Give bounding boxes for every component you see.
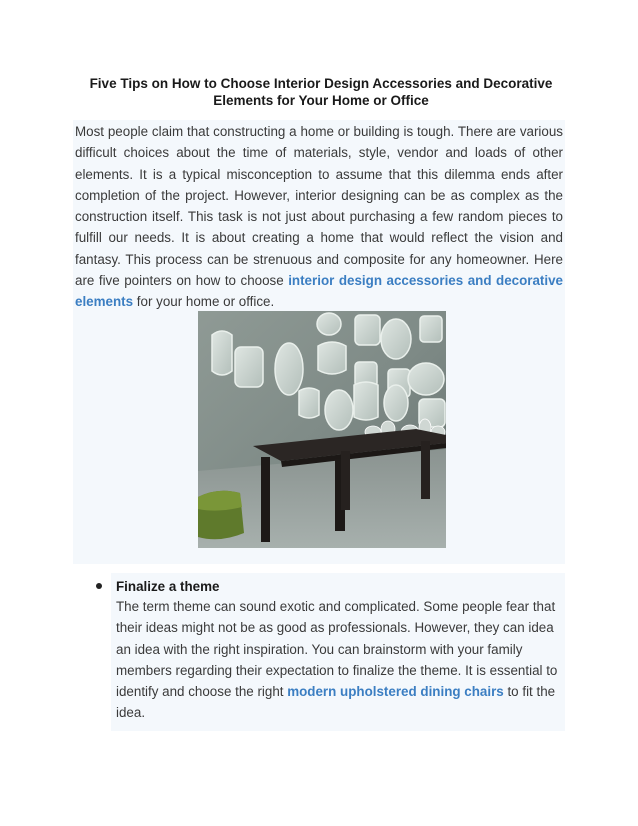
modern-upholstered-dining-chairs-link[interactable]: modern upholstered dining chairs — [287, 684, 504, 700]
document-title: Five Tips on How to Choose Interior Design Accessories and Decorative Elements for Your Home or Office — [89, 76, 553, 108]
intro-text: Most people claim that constructing a home or building is tough. There are various difficult choices about the time of materials, style, vendor and loads of other elements. It is a typical misconception to assume that this dilemma ends after completion of the project. However, interior designing can be as complex as the construction itself. This task is not just about purchasing a few random pieces to fulfill our needs. It is about creating a home that would reflect the vision and fantasy. This process can be strenuous and composite for any homeowner. Here are five pointers on how to choose — [75, 124, 563, 289]
dining-room-photo — [198, 311, 446, 548]
interior-design-accessories-link[interactable]: interior design accessories and decorative elements — [75, 273, 563, 310]
list-item — [92, 577, 562, 724]
tip-text-end: to fit the idea. — [116, 684, 556, 721]
tip-paragraph — [116, 596, 562, 724]
tips-list — [92, 577, 562, 724]
intro-paragraph — [75, 121, 563, 313]
tip-text: The term theme can sound exotic and complicated. Some people fear that their ideas might not be as good as professionals. However, they can idea an idea with the right inspiration. You can brainstorm with your family members regarding their expectation to finalize the theme. It is essential to identify and choose the right — [116, 599, 558, 700]
intro-text-end: for your home or office. — [133, 294, 275, 310]
bullet-icon — [96, 583, 102, 589]
tip-heading: Finalize a theme — [116, 579, 220, 594]
